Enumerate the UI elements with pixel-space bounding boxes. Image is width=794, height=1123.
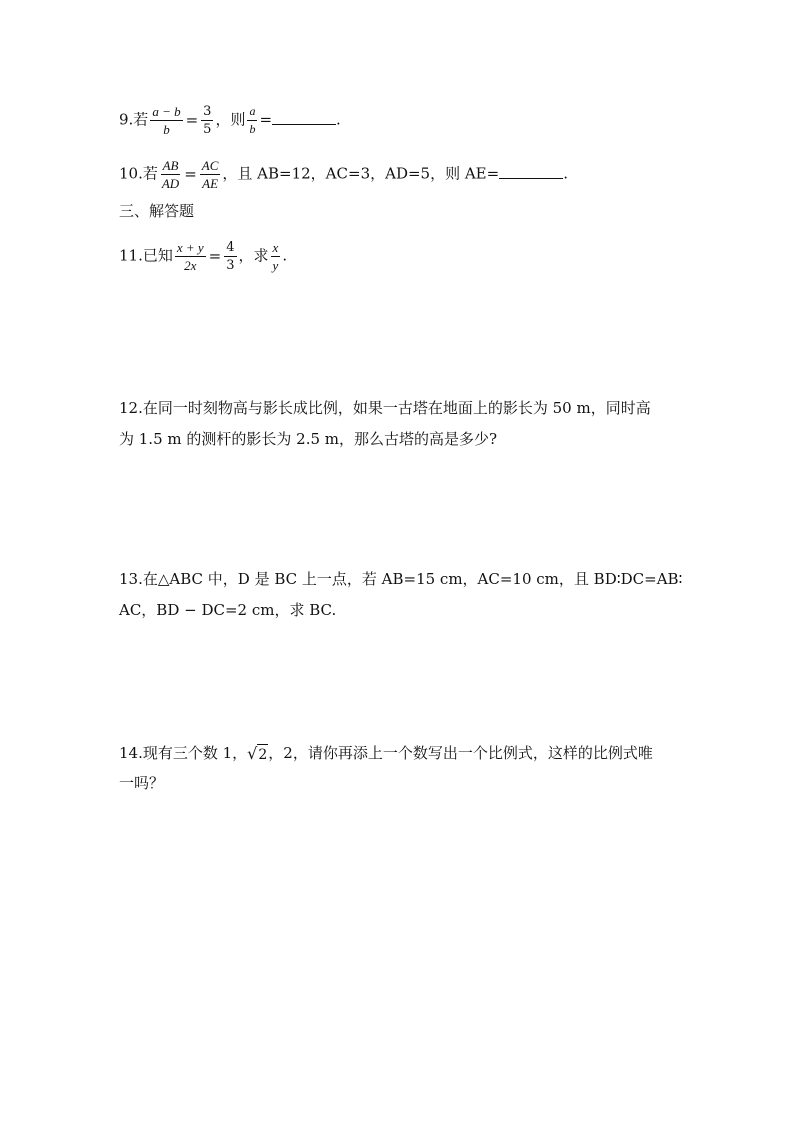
q9-fraction-3: $\frac{a}{b}$ — [249, 104, 256, 136]
question-9: 9.若 $\frac{a - b}{b}$ = $\frac{3}{5}$ ，则 $\frac{a}{b}$ = . — [119, 104, 341, 137]
q9-fraction-2: $\frac{3}{5}$ — [203, 104, 212, 137]
question-12-line-1: 12.在同一时刻物高与影长成比例，如果一古塔在地面上的影长为 50 m，同时高 — [119, 399, 651, 417]
question-11: 11.已知 $\frac{x + y}{2x}$ = $\frac{4}{3}$ ，求 $\frac{x}{y}$ . — [119, 240, 288, 273]
q9-prefix: 9.若 — [119, 110, 149, 129]
q10-answer-blank — [499, 164, 563, 179]
question-12-line-2: 为 1.5 m 的测杆的影长为 2.5 m，那么古塔的高是多少? — [119, 430, 498, 448]
question-13-line-2: AC，BD − DC=2 cm，求 BC. — [119, 601, 337, 619]
q11-fraction-2: $\frac{4}{3}$ — [226, 240, 235, 273]
question-10: 10.若 $\frac{AB}{AD}$ = $\frac{AC}{AE}$ ，且 AB=12，AC=3，AD=5，则 AE= . — [119, 158, 568, 191]
q11-fraction-3: $\frac{x}{y}$ — [272, 240, 279, 273]
question-14-line-1: 14.现有三个数 1， √ 2 ，2，请你再添上一个数写出一个比例式，这样的比例式唯 — [119, 743, 653, 763]
q11-fraction-1: $\frac{x + y}{2x}$ — [176, 240, 204, 273]
section-heading: 三、解答题 — [119, 202, 195, 220]
q10-fraction-2: $\frac{AC}{AE}$ — [201, 158, 219, 191]
question-14-line-2: 一吗？ — [119, 774, 165, 792]
sqrt-symbol: √ 2 — [247, 743, 268, 763]
q10-fraction-1: $\frac{AB}{AD}$ — [161, 158, 180, 191]
question-13-line-1: 13.在△ABC 中，D 是 BC 上一点，若 AB=15 cm，AC=10 cm，且 BD∶DC=AB∶ — [119, 570, 683, 588]
q9-answer-blank — [272, 110, 336, 125]
q9-fraction-1: $\frac{a - b}{b}$ — [152, 104, 181, 137]
